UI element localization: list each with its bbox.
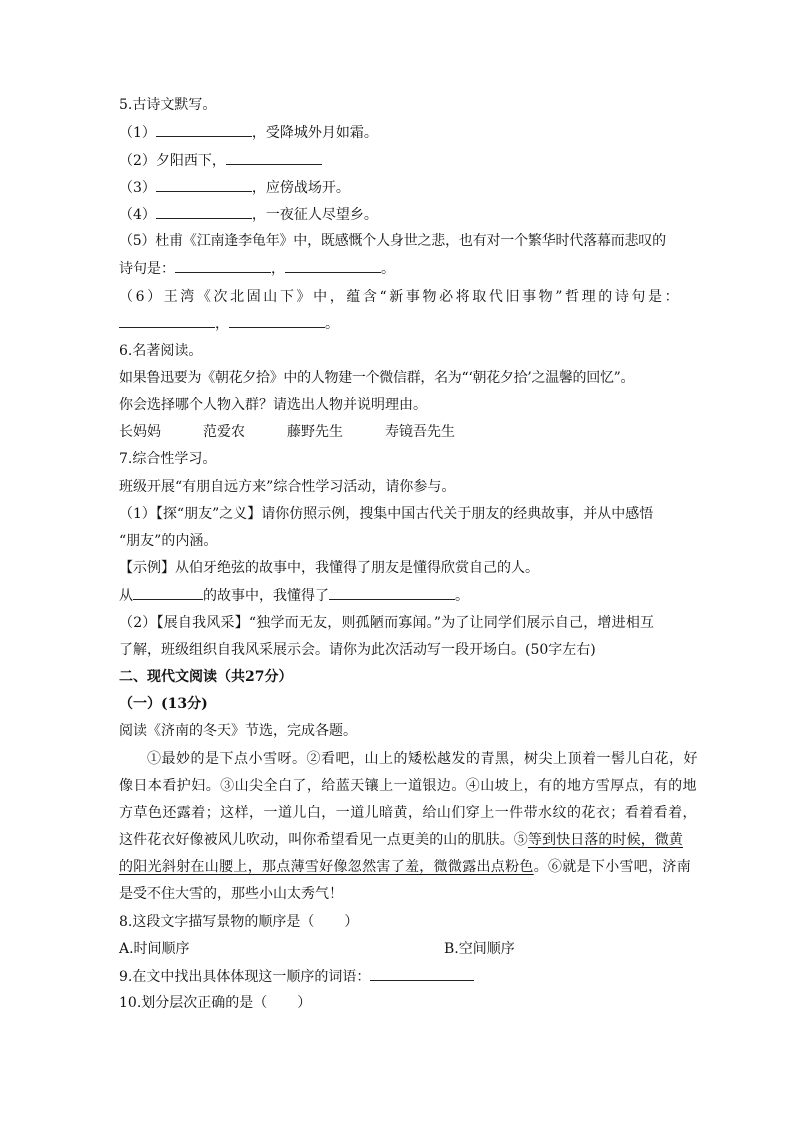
q7-sub2-line-a: （2）【展自我风采】“独学而无友，则孤陋而寡闻。”为了让同学们展示自己，增进相互 xyxy=(119,615,655,631)
q8-stem: 8.这段文字描写景物的顺序是（ ） xyxy=(119,914,359,930)
section-2-part-1: （一）(13分) xyxy=(119,696,208,712)
answer-blank[interactable] xyxy=(370,966,474,981)
answer-blank[interactable] xyxy=(285,258,381,273)
q10-stem: 10.划分层次正确的是（ ） xyxy=(119,995,312,1011)
passage-line-4: 这件花衣好像被风儿吹动，叫你希望看见一点更美的山的肌肤。⑤等到快日落的时候，微黄 xyxy=(119,832,684,848)
q5-line-4: （4） ，一夜征人尽望乡。 xyxy=(119,204,378,225)
q7-intro: 班级开展“有朋自远方来”综合性学习活动，请你参与。 xyxy=(119,479,456,495)
answer-blank[interactable] xyxy=(156,177,252,192)
answer-blank[interactable] xyxy=(119,313,215,328)
q5-line-6b: ， 。 xyxy=(119,313,339,334)
passage-line-2: 像日本看护妇。③山尖全白了，给蓝天镶上一道银边。④山坡上，有的地方雪厚点，有的地 xyxy=(119,778,697,794)
q5-title: 5.古诗文默写。 xyxy=(119,97,217,113)
q6-paragraph-2: 你会选择哪个人物入群？请选出人物并说明理由。 xyxy=(119,397,427,413)
passage-line-5: 的阳光斜射在山腰上，那点薄雪好像忽然害了羞，微微露出点粉色。⑥就是下小雪吧，济南 xyxy=(119,859,692,875)
person-option: 寿镜吾先生 xyxy=(385,424,455,440)
q9-stem: 9.在文中找出具体体现这一顺序的词语： xyxy=(119,966,474,987)
q8-option-b[interactable]: B.空间顺序 xyxy=(444,941,515,957)
answer-blank[interactable] xyxy=(229,313,325,328)
q6-paragraph-1: 如果鲁迅要为《朝花夕拾》中的人物建一个微信群，名为“‘朝花夕拾’之温馨的回忆”。 xyxy=(119,370,635,386)
passage-line-1: ①最妙的是下点小雪呀。②看吧，山上的矮松越发的青黑，树尖上顶着一髻儿白花，好 xyxy=(147,751,698,767)
q7-fill-line: 从 的故事中，我懂得了 。 xyxy=(119,585,469,606)
q7-sub1-line-a: （1）【探“朋友”之义】请你仿照示例，搜集中国古代关于朋友的经典故事，并从中感悟 xyxy=(119,506,654,522)
passage-line-3: 方草色还露着；这样，一道儿白，一道儿暗黄，给山们穿上一件带水纹的花衣；看着看着， xyxy=(119,805,697,821)
answer-blank[interactable] xyxy=(175,258,271,273)
underlined-sentence: 等到快日落的时候，微黄 xyxy=(527,832,684,848)
q7-sub1-line-b: “朋友”的内涵。 xyxy=(119,533,218,549)
q5-line-5b: 诗句是： ， 。 xyxy=(119,258,395,279)
q7-title: 7.综合性学习。 xyxy=(119,451,217,467)
person-option: 藤野先生 xyxy=(287,424,343,440)
passage-line-6: 是受不住大雪的，那些小山太秀气！ xyxy=(119,886,343,902)
q6-person-list xyxy=(119,422,455,442)
underlined-sentence: 的阳光斜射在山腰上，那点薄雪好像忽然害了羞，微微露出点粉色 xyxy=(119,859,534,875)
person-option: 长妈妈 xyxy=(119,424,161,440)
answer-blank[interactable] xyxy=(156,122,252,137)
answer-blank[interactable] xyxy=(226,150,322,165)
section-2-title: 二、现代文阅读（共27分） xyxy=(119,669,293,685)
answer-blank[interactable] xyxy=(156,204,252,219)
q5-line-2: （2）夕阳西下， xyxy=(119,150,322,171)
q6-title: 6.名著阅读。 xyxy=(119,343,203,359)
q5-line-1: （1） ，受降城外月如霜。 xyxy=(119,122,378,143)
q5-line-6a: （6）王湾《次北固山下》中，蕴含“新事物必将取代旧事物”哲理的诗句是： xyxy=(119,289,682,305)
person-option: 范爱农 xyxy=(203,424,245,440)
q5-line-5a: （5）杜甫《江南逢李龟年》中，既感慨个人身世之悲，也有对一个繁华时代落幕而悲叹的 xyxy=(119,233,666,249)
q7-sub2-line-b: 了解，班级组织自我风采展示会。请你为此次活动写一段开场白。(50字左右) xyxy=(119,642,596,658)
answer-blank[interactable] xyxy=(133,585,203,600)
reading-instruction: 阅读《济南的冬天》节选，完成各题。 xyxy=(119,723,357,739)
q8-option-a[interactable]: A.时间顺序 xyxy=(119,941,190,957)
q5-line-3: （3） ，应傍战场开。 xyxy=(119,177,350,198)
answer-blank[interactable] xyxy=(329,585,455,600)
q7-example: 【示例】从伯牙绝弦的故事中，我懂得了朋友是懂得欣赏自己的人。 xyxy=(119,560,539,576)
